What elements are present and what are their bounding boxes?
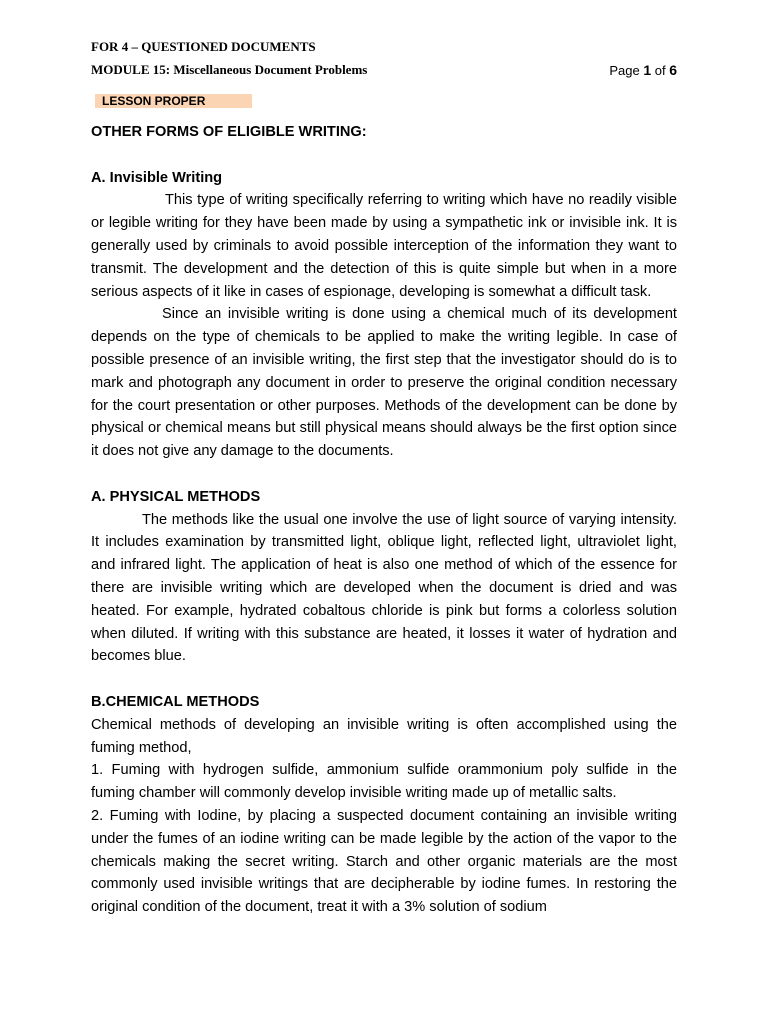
page-total: 6	[669, 62, 677, 78]
section-title: OTHER FORMS OF ELIGIBLE WRITING:	[91, 124, 367, 140]
chemical-methods-heading: B.CHEMICAL METHODS	[91, 693, 260, 710]
page-current: 1	[643, 62, 652, 78]
list-item: 2. Fuming with Iodine, by placing a suspected document containing an invisible writing under the fumes of an iodine writing can be made legible by the action of the vapor to the chemicals making the secret writing. Starch and other organic materials are the most commonly used invisible writings that are decipherable by iodine fumes. In restoring the original condition of the document, treat it with a 3% solution of sodium	[91, 807, 677, 916]
list-item: 1. Fuming with hydrogen sulfide, ammonium sulfide orammonium poly sulfide in the fuming chamber will commonly develop invisible writing made up of metallic salts.	[91, 762, 677, 802]
page-prefix: Page	[609, 63, 640, 78]
invisible-writing-heading: A. Invisible Writing	[91, 169, 223, 186]
paragraph: Since an invisible writing is done using a chemical much of its development depends on the type of chemicals to be applied to make the writing legible. In case of possible presence of an invisible writing, the first step that the investigator should do is to mark and photograph any document in order to preserve the original condition necessary for the court presentation or other purposes. Methods of the development can be done by physical or chemical means but still physical means should always be the first option since it does not give any damage to the documents.	[91, 306, 677, 460]
module-title: MODULE 15: Miscellaneous Document Problems	[91, 62, 368, 77]
physical-methods-heading: A. PHYSICAL METHODS	[91, 488, 261, 505]
course-title: FOR 4 – QUESTIONED DOCUMENTS	[91, 39, 316, 54]
paragraph: The methods like the usual one involve the use of light source of varying intensity. It includes examination by transmitted light, oblique light, reflected light, ultraviolet light, and infrared light. The application of heat is also one method of which of the essence for there are invisible writing which are developed when the document is dried and was heated. For example, hydrated cobaltous chloride is pink but forms a colorless solution when diluted. If writing with this substance are heated, it losses it water of hydration and becomes blue.	[91, 511, 677, 665]
document-body	[91, 121, 677, 919]
lesson-proper-label: LESSON PROPER	[95, 94, 252, 108]
page-number	[609, 62, 677, 78]
page-of: of	[654, 63, 666, 78]
paragraph: This type of writing specifically referring to writing which have no readily visible or legible writing for they have been made by using a sympathetic ink or invisible ink. It is generally used by criminals to avoid possible interception of the information they want to transmit. The development and the detection of this is quite simple but when in a more serious aspects of it like in cases of espionage, developing is somewhat a difficult task.	[91, 192, 677, 300]
paragraph: Chemical methods of developing an invisible writing is often accomplished using the fuming method,	[91, 716, 677, 756]
